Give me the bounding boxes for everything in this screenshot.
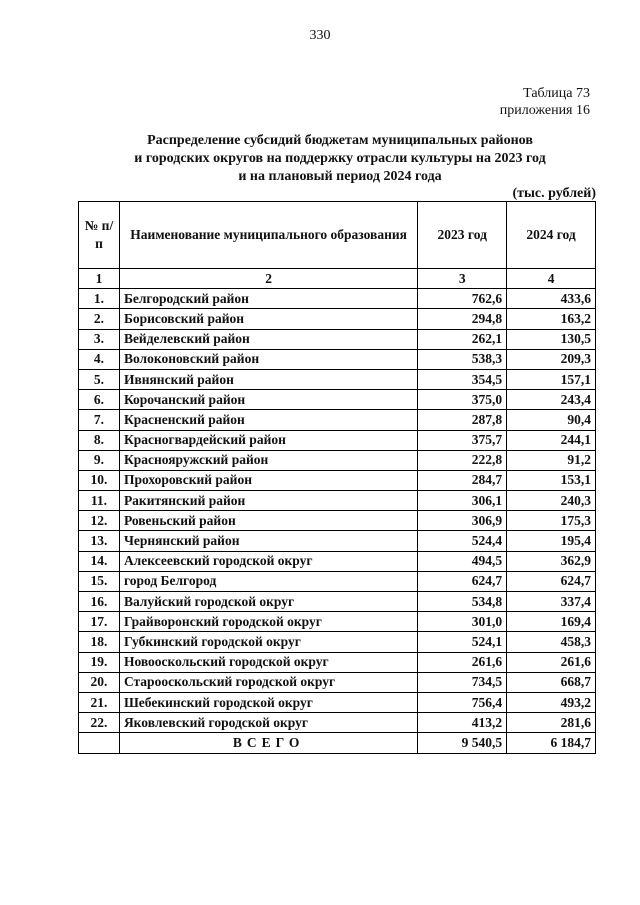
- row-2023-value: 413,2: [418, 713, 507, 733]
- row-name: Грайворонский городской округ: [119, 612, 417, 632]
- row-name: Красногвардейский район: [119, 430, 417, 450]
- row-number: 18.: [79, 632, 120, 652]
- row-number: 10.: [79, 470, 120, 490]
- row-2023-value: 294,8: [418, 309, 507, 329]
- table-row: [79, 470, 596, 490]
- row-2024-value: 668,7: [507, 672, 596, 692]
- row-2023-value: 734,5: [418, 672, 507, 692]
- table-row: [79, 531, 596, 551]
- column-number: 1: [79, 269, 120, 289]
- total-label: ВСЕГО: [119, 733, 417, 753]
- row-name: Чернянский район: [119, 531, 417, 551]
- row-number: 3.: [79, 329, 120, 349]
- row-2024-value: 493,2: [507, 692, 596, 712]
- table-row: [79, 369, 596, 389]
- row-2024-value: 240,3: [507, 491, 596, 511]
- table-row: [79, 672, 596, 692]
- row-number: 5.: [79, 369, 120, 389]
- table-row: [79, 329, 596, 349]
- row-2024-value: 362,9: [507, 551, 596, 571]
- row-number: 1.: [79, 289, 120, 309]
- row-2024-value: 90,4: [507, 410, 596, 430]
- row-2024-value: 157,1: [507, 369, 596, 389]
- row-2023-value: 222,8: [418, 450, 507, 470]
- row-name: Красненский район: [119, 410, 417, 430]
- row-2024-value: 130,5: [507, 329, 596, 349]
- row-2023-value: 354,5: [418, 369, 507, 389]
- row-name: Валуйский городской округ: [119, 592, 417, 612]
- table-row: [79, 309, 596, 329]
- row-number: 19.: [79, 652, 120, 672]
- row-number: 7.: [79, 410, 120, 430]
- row-number: 12.: [79, 511, 120, 531]
- header-name: Наименование муниципального образования: [119, 202, 417, 269]
- row-number: 8.: [79, 430, 120, 450]
- row-name: Белгородский район: [119, 289, 417, 309]
- row-2023-value: 287,8: [418, 410, 507, 430]
- row-2023-value: 624,7: [418, 571, 507, 591]
- row-name: Вейделевский район: [119, 329, 417, 349]
- row-2024-value: 209,3: [507, 349, 596, 369]
- row-number: 9.: [79, 450, 120, 470]
- row-name: Губкинский городской округ: [119, 632, 417, 652]
- row-number: 14.: [79, 551, 120, 571]
- row-number: 4.: [79, 349, 120, 369]
- row-2024-value: 153,1: [507, 470, 596, 490]
- row-name: Прохоровский район: [119, 470, 417, 490]
- row-2024-value: 91,2: [507, 450, 596, 470]
- row-2023-value: 756,4: [418, 692, 507, 712]
- row-2023-value: 262,1: [418, 329, 507, 349]
- row-2023-value: 261,6: [418, 652, 507, 672]
- row-2023-value: 494,5: [418, 551, 507, 571]
- total-2023: 9 540,5: [418, 733, 507, 753]
- row-2023-value: 375,7: [418, 430, 507, 450]
- table-row: [79, 491, 596, 511]
- row-2023-value: 762,6: [418, 289, 507, 309]
- row-number: 2.: [79, 309, 120, 329]
- row-2023-value: 534,8: [418, 592, 507, 612]
- row-2024-value: 175,3: [507, 511, 596, 531]
- column-number: 2: [119, 269, 417, 289]
- row-name: Краснояружский район: [119, 450, 417, 470]
- table-row: [79, 551, 596, 571]
- row-number: 15.: [79, 571, 120, 591]
- table-row: [79, 592, 596, 612]
- row-2023-value: 375,0: [418, 390, 507, 410]
- table-row: [79, 571, 596, 591]
- row-number: 16.: [79, 592, 120, 612]
- title-line-3: и на плановый период 2024 года: [238, 169, 442, 184]
- row-2023-value: 524,4: [418, 531, 507, 551]
- header-row: [79, 202, 596, 269]
- document-title: [80, 132, 600, 186]
- row-number: 17.: [79, 612, 120, 632]
- title-line-1: Распределение субсидий бюджетам муниципальных районов: [147, 133, 533, 148]
- total-row: [79, 733, 596, 753]
- table-row: [79, 349, 596, 369]
- row-name: Корочанский район: [119, 390, 417, 410]
- row-name: Яковлевский городской округ: [119, 713, 417, 733]
- row-name: Ивнянский район: [119, 369, 417, 389]
- row-2023-value: 284,7: [418, 470, 507, 490]
- row-2024-value: 243,4: [507, 390, 596, 410]
- row-2024-value: 169,4: [507, 612, 596, 632]
- header-num: № п/п: [79, 202, 120, 269]
- table-row: [79, 430, 596, 450]
- row-name: Новооскольский городской округ: [119, 652, 417, 672]
- row-2024-value: 458,3: [507, 632, 596, 652]
- row-2023-value: 538,3: [418, 349, 507, 369]
- column-numbers-row: [79, 269, 596, 289]
- row-name: Волоконовский район: [119, 349, 417, 369]
- table-row: [79, 612, 596, 632]
- row-2024-value: 244,1: [507, 430, 596, 450]
- column-number: 4: [507, 269, 596, 289]
- row-2024-value: 163,2: [507, 309, 596, 329]
- row-2024-value: 195,4: [507, 531, 596, 551]
- row-2024-value: 337,4: [507, 592, 596, 612]
- row-number: 22.: [79, 713, 120, 733]
- row-2024-value: 624,7: [507, 571, 596, 591]
- row-2024-value: 281,6: [507, 713, 596, 733]
- table-row: [79, 390, 596, 410]
- table-row: [79, 511, 596, 531]
- row-2023-value: 301,0: [418, 612, 507, 632]
- table-row: [79, 632, 596, 652]
- total-num-cell: [79, 733, 120, 753]
- subsidies-table: [78, 201, 596, 754]
- total-2024: 6 184,7: [507, 733, 596, 753]
- row-number: 11.: [79, 491, 120, 511]
- row-2024-value: 261,6: [507, 652, 596, 672]
- row-name: Шебекинский городской округ: [119, 692, 417, 712]
- table-row: [79, 713, 596, 733]
- title-line-2: и городских округов на поддержку отрасли культуры на 2023 год: [134, 151, 546, 166]
- header-2023: 2023 год: [418, 202, 507, 269]
- table-row: [79, 289, 596, 309]
- row-name: Старооскольский городской округ: [119, 672, 417, 692]
- units-label: (тыс. рублей): [512, 186, 596, 201]
- page-number: 330: [309, 28, 331, 43]
- table-ref-appendix: приложения 16: [499, 103, 590, 118]
- row-number: 20.: [79, 672, 120, 692]
- row-name: Борисовский район: [119, 309, 417, 329]
- table-row: [79, 692, 596, 712]
- row-number: 6.: [79, 390, 120, 410]
- row-name: город Белгород: [119, 571, 417, 591]
- row-number: 21.: [79, 692, 120, 712]
- column-number: 3: [418, 269, 507, 289]
- row-2023-value: 524,1: [418, 632, 507, 652]
- row-2023-value: 306,1: [418, 491, 507, 511]
- row-2023-value: 306,9: [418, 511, 507, 531]
- row-name: Ровеньский район: [119, 511, 417, 531]
- row-2024-value: 433,6: [507, 289, 596, 309]
- row-number: 13.: [79, 531, 120, 551]
- table-row: [79, 652, 596, 672]
- table-ref-number: Таблица 73: [523, 86, 590, 101]
- table-row: [79, 450, 596, 470]
- row-name: Ракитянский район: [119, 491, 417, 511]
- row-name: Алексеевский городской округ: [119, 551, 417, 571]
- table-row: [79, 410, 596, 430]
- header-2024: 2024 год: [507, 202, 596, 269]
